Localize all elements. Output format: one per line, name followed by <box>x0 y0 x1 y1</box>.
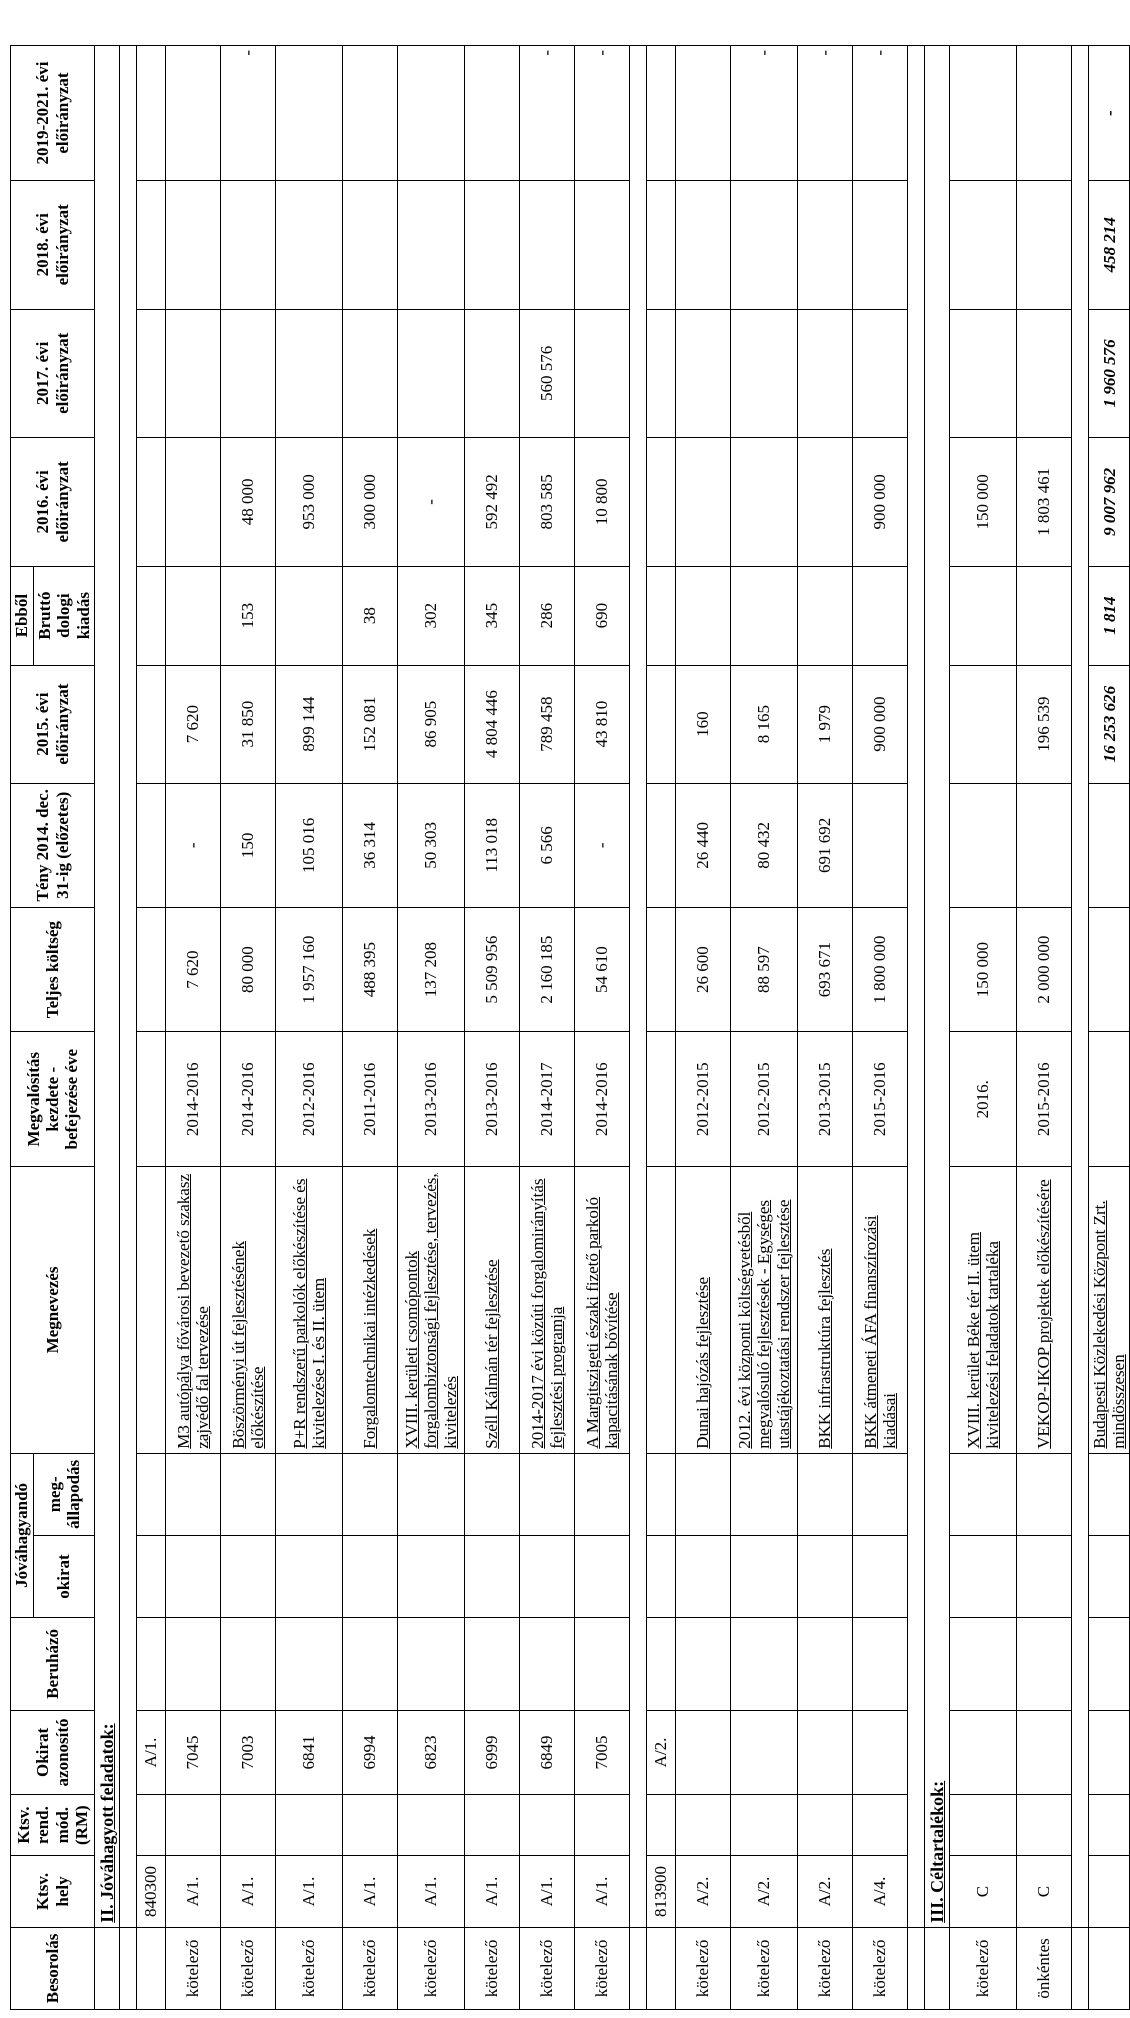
teny-2014-cell: 80 432 <box>731 783 798 907</box>
teljes-koltseg-cell: 1 800 000 <box>853 907 908 1031</box>
megallapodas-cell <box>221 1453 276 1535</box>
ei-2018-cell <box>221 181 276 310</box>
okirat-cell: 6999 <box>465 1710 520 1794</box>
ei-2017-cell <box>950 309 1017 438</box>
megnevezes-cell: 2014-2017 évi közúti forgalomirányítás fejlesztési programja <box>520 1167 575 1454</box>
beruhazo-cell <box>221 1618 276 1711</box>
teljes-koltseg-cell: 488 395 <box>343 907 398 1031</box>
teny-2014-cell: 6 566 <box>520 783 575 907</box>
megvalositas-cell: 2012-2015 <box>676 1032 731 1167</box>
ei-2015-cell: 899 144 <box>276 665 343 783</box>
ei-2018-cell <box>853 181 908 310</box>
megnevezes-cell: M3 autópálya fővárosi bevezető szakasz zajvédő fal tervezése <box>166 1167 221 1454</box>
megnevezes-cell: A Margitszigeti északi fizető parkoló kapacitásának bővítése <box>575 1167 630 1454</box>
table-row <box>676 46 731 2010</box>
group-hely: A/1. <box>137 1710 166 1794</box>
beruhazo-cell <box>676 1618 731 1711</box>
teljes-koltseg-cell: 26 600 <box>676 907 731 1031</box>
ei-2019-2021-cell: - <box>798 46 853 181</box>
beruhazo-cell <box>166 1618 221 1711</box>
okirat-cell: 7003 <box>221 1710 276 1794</box>
group-row <box>137 46 166 2010</box>
megvalositas-cell: 2013-2016 <box>398 1032 465 1167</box>
jovahagyando-okirat-cell <box>798 1535 853 1617</box>
megnevezes-cell: BKK infrastruktúra fejlesztés <box>798 1167 853 1454</box>
ei-2019-2021-cell <box>343 46 398 181</box>
header-2017: 2017. évi előirányzat <box>11 309 95 438</box>
besorolas-cell: kötelező <box>798 1927 853 2009</box>
beruhazo-cell <box>798 1618 853 1711</box>
beruhazo-cell <box>1017 1618 1072 1711</box>
brutto-dologi-cell: 690 <box>575 566 630 665</box>
megnevezes-cell: XVIII. kerület Béke tér II. ütem kivitelezési feladatok tartaléka <box>950 1167 1017 1454</box>
ei-2018-cell <box>731 181 798 310</box>
megnevezes-cell: P+R rendszerű parkolók előkészítése és kivitelezése I. és II. ütem <box>276 1167 343 1454</box>
table-row <box>221 46 276 2010</box>
ei-2015-cell: 196 539 <box>1017 665 1072 783</box>
jovahagyando-okirat-cell <box>1017 1535 1072 1617</box>
megallapodas-cell <box>520 1453 575 1535</box>
megnevezes-cell: XVIII. kerületi csomópontok forgalombiztonsági fejlesztése, tervezés, kivitelezés <box>398 1167 465 1454</box>
table-row <box>950 46 1017 2010</box>
teljes-koltseg-cell: 693 671 <box>798 907 853 1031</box>
teny-2014-cell: 50 303 <box>398 783 465 907</box>
header-ktsv-hely: Ktsv. hely <box>11 1856 95 1928</box>
ei-2016-cell <box>731 438 798 567</box>
ei-2017-cell <box>276 309 343 438</box>
brutto-dologi-cell <box>731 566 798 665</box>
jovahagyando-okirat-cell <box>276 1535 343 1617</box>
ei-2016-cell: 300 000 <box>343 438 398 567</box>
header-teljes-koltseg: Teljes költség <box>11 907 95 1031</box>
ktsv-hely-cell: A/1. <box>398 1856 465 1928</box>
ei-2017-cell <box>343 309 398 438</box>
besorolas-cell: önkéntes <box>1017 1927 1072 2009</box>
teljes-koltseg-cell: 80 000 <box>221 907 276 1031</box>
megnevezes-cell: VEKOP-IKOP projektek előkészítésére <box>1017 1167 1072 1454</box>
megvalositas-cell: 2013-2015 <box>798 1032 853 1167</box>
table-row <box>731 46 798 2010</box>
ei-2018-cell <box>520 181 575 310</box>
ei-2019-2021-cell <box>398 46 465 181</box>
teljes-koltseg-cell: 150 000 <box>950 907 1017 1031</box>
okirat-cell <box>731 1710 798 1794</box>
ei-2019-2021-cell <box>465 46 520 181</box>
megvalositas-cell: 2012-2016 <box>276 1032 343 1167</box>
ei-2018-cell <box>398 181 465 310</box>
ktsv-hely-cell: A/1. <box>166 1856 221 1928</box>
okirat-cell: 7045 <box>166 1710 221 1794</box>
table-body-group3 <box>908 46 950 2010</box>
ei-2017-cell: 560 576 <box>520 309 575 438</box>
okirat-cell: 7005 <box>575 1710 630 1794</box>
megallapodas-cell <box>465 1453 520 1535</box>
megvalositas-cell: 2014-2016 <box>166 1032 221 1167</box>
jovahagyando-okirat-cell <box>398 1535 465 1617</box>
megnevezes-cell: Böszörményi út fejlesztésének előkészítése <box>221 1167 276 1454</box>
megvalositas-cell: 2015-2016 <box>1017 1032 1072 1167</box>
ei-2015-cell: 152 081 <box>343 665 398 783</box>
ei-2018-cell <box>276 181 343 310</box>
total-row <box>1089 46 1130 2010</box>
brutto-dologi-cell: 38 <box>343 566 398 665</box>
table-row <box>166 46 221 2010</box>
jovahagyando-okirat-cell <box>520 1535 575 1617</box>
ktsv-hely-cell: A/1. <box>520 1856 575 1928</box>
ei-2015-cell: 160 <box>676 665 731 783</box>
beruhazo-cell <box>575 1618 630 1711</box>
header-2019-2021: 2019-2021. évi előirányzat <box>11 46 95 181</box>
ei-2015-cell: 8 165 <box>731 665 798 783</box>
table-body-total <box>1072 46 1130 2010</box>
ei-2015-cell: 31 850 <box>221 665 276 783</box>
table-row <box>853 46 908 2010</box>
ktsv-hely-cell: C <box>1017 1856 1072 1928</box>
ei-2018-cell <box>798 181 853 310</box>
ktsv-rend-cell <box>676 1795 731 1856</box>
total-2015: 16 253 626 <box>1089 665 1130 783</box>
beruhazo-cell <box>853 1618 908 1711</box>
header-okirat-azonosito: Okirat azonosító <box>11 1710 95 1794</box>
brutto-dologi-cell <box>676 566 731 665</box>
ei-2019-2021-cell: - <box>221 46 276 181</box>
megnevezes-cell: Forgalomtechnikai intézkedések <box>343 1167 398 1454</box>
section-title-reserves: III. Céltartalékok: <box>925 46 950 1928</box>
teny-2014-cell: 105 016 <box>276 783 343 907</box>
ei-2016-cell: 48 000 <box>221 438 276 567</box>
table-row <box>798 46 853 2010</box>
jovahagyando-okirat-cell <box>221 1535 276 1617</box>
ei-2018-cell <box>343 181 398 310</box>
ei-2015-cell: 86 905 <box>398 665 465 783</box>
besorolas-cell: kötelező <box>166 1927 221 2009</box>
ktsv-rend-cell <box>575 1795 630 1856</box>
ktsv-hely-cell: A/1. <box>221 1856 276 1928</box>
ei-2015-cell: 43 810 <box>575 665 630 783</box>
beruhazo-cell <box>276 1618 343 1711</box>
ei-2015-cell: 1 979 <box>798 665 853 783</box>
ei-2015-cell: 789 458 <box>520 665 575 783</box>
ei-2016-cell <box>676 438 731 567</box>
group-code: 840300 <box>137 1856 166 1928</box>
brutto-dologi-cell <box>166 566 221 665</box>
besorolas-cell: kötelező <box>465 1927 520 2009</box>
ktsv-rend-cell <box>853 1795 908 1856</box>
jovahagyando-okirat-cell <box>731 1535 798 1617</box>
megvalositas-cell: 2011-2016 <box>343 1032 398 1167</box>
megallapodas-cell <box>950 1453 1017 1535</box>
besorolas-cell: kötelező <box>676 1927 731 2009</box>
ktsv-rend-cell <box>465 1795 520 1856</box>
okirat-cell: 6841 <box>276 1710 343 1794</box>
ei-2015-cell <box>950 665 1017 783</box>
teny-2014-cell: 36 314 <box>343 783 398 907</box>
section-title-approved: II. Jóváhagyott feladatok: <box>95 46 120 1928</box>
ktsv-hely-cell: A/1. <box>575 1856 630 1928</box>
brutto-dologi-cell <box>1017 566 1072 665</box>
megvalositas-cell: 2015-2016 <box>853 1032 908 1167</box>
ei-2019-2021-cell: - <box>731 46 798 181</box>
ei-2018-cell <box>166 181 221 310</box>
table-row <box>575 46 630 2010</box>
ei-2017-cell <box>853 309 908 438</box>
megallapodas-cell <box>731 1453 798 1535</box>
ei-2019-2021-cell <box>950 46 1017 181</box>
ei-2016-cell: 803 585 <box>520 438 575 567</box>
megallapodas-cell <box>166 1453 221 1535</box>
ei-2017-cell <box>575 309 630 438</box>
ei-2018-cell <box>1017 181 1072 310</box>
okirat-cell: 6823 <box>398 1710 465 1794</box>
ktsv-rend-cell <box>398 1795 465 1856</box>
ei-2016-cell: 150 000 <box>950 438 1017 567</box>
teny-2014-cell <box>950 783 1017 907</box>
megnevezes-cell: BKK átmeneti ÁFA finanszírozási kiadásai <box>853 1167 908 1454</box>
megallapodas-cell <box>1017 1453 1072 1535</box>
ei-2019-2021-cell <box>276 46 343 181</box>
brutto-dologi-cell <box>853 566 908 665</box>
ktsv-rend-cell <box>343 1795 398 1856</box>
teljes-koltseg-cell: 137 208 <box>398 907 465 1031</box>
jovahagyando-okirat-cell <box>853 1535 908 1617</box>
ktsv-rend-cell <box>798 1795 853 1856</box>
okirat-cell <box>676 1710 731 1794</box>
besorolas-cell: kötelező <box>398 1927 465 2009</box>
ktsv-hely-cell: A/4. <box>853 1856 908 1928</box>
megvalositas-cell: 2016. <box>950 1032 1017 1167</box>
ei-2018-cell <box>465 181 520 310</box>
okirat-cell <box>1017 1710 1072 1794</box>
header-okirat: okirat <box>34 1535 95 1617</box>
ei-2018-cell <box>676 181 731 310</box>
ei-2016-cell: - <box>398 438 465 567</box>
teljes-koltseg-cell: 54 610 <box>575 907 630 1031</box>
brutto-dologi-cell: 345 <box>465 566 520 665</box>
table-body-a <box>166 46 630 2010</box>
beruhazo-cell <box>950 1618 1017 1711</box>
header-2015: 2015. évi előirányzat <box>11 665 95 783</box>
table-row <box>398 46 465 2010</box>
okirat-cell <box>853 1710 908 1794</box>
teny-2014-cell <box>853 783 908 907</box>
total-2016: 9 007 962 <box>1089 438 1130 567</box>
beruhazo-cell <box>343 1618 398 1711</box>
header-megvalositas: Megvalósítás kezdete - befejezése éve <box>11 1032 95 1167</box>
megallapodas-cell <box>853 1453 908 1535</box>
megallapodas-cell <box>343 1453 398 1535</box>
megvalositas-cell: 2014-2017 <box>520 1032 575 1167</box>
total-label: Budapesti Közlekedési Központ Zrt. mindösszesen <box>1089 1167 1130 1454</box>
jovahagyando-okirat-cell <box>343 1535 398 1617</box>
okirat-cell: 6849 <box>520 1710 575 1794</box>
ktsv-rend-cell <box>950 1795 1017 1856</box>
besorolas-cell: kötelező <box>853 1927 908 2009</box>
ei-2017-cell <box>1017 309 1072 438</box>
megvalositas-cell: 2014-2016 <box>575 1032 630 1167</box>
ei-2016-cell <box>798 438 853 567</box>
brutto-dologi-cell <box>950 566 1017 665</box>
teny-2014-cell <box>1017 783 1072 907</box>
okirat-cell <box>798 1710 853 1794</box>
beruhazo-cell <box>398 1618 465 1711</box>
ei-2016-cell: 900 000 <box>853 438 908 567</box>
brutto-dologi-cell <box>798 566 853 665</box>
ktsv-rend-cell <box>1017 1795 1072 1856</box>
budget-table <box>10 45 1130 2010</box>
ei-2017-cell <box>398 309 465 438</box>
brutto-dologi-cell: 153 <box>221 566 276 665</box>
ei-2019-2021-cell <box>1017 46 1072 181</box>
besorolas-cell: kötelező <box>731 1927 798 2009</box>
ei-2019-2021-cell: - <box>520 46 575 181</box>
header-teny-2014: Tény 2014. dec. 31-ig (előzetes) <box>11 783 95 907</box>
ei-2017-cell <box>465 309 520 438</box>
ei-2016-cell: 10 800 <box>575 438 630 567</box>
ei-2019-2021-cell: - <box>575 46 630 181</box>
teny-2014-cell: 26 440 <box>676 783 731 907</box>
ei-2017-cell <box>798 309 853 438</box>
ei-2015-cell: 900 000 <box>853 665 908 783</box>
ktsv-hely-cell: A/1. <box>276 1856 343 1928</box>
megallapodas-cell <box>798 1453 853 1535</box>
ei-2019-2021-cell <box>676 46 731 181</box>
brutto-dologi-cell: 286 <box>520 566 575 665</box>
group-row <box>647 46 676 2010</box>
teny-2014-cell: 113 018 <box>465 783 520 907</box>
megvalositas-cell: 2012-2015 <box>731 1032 798 1167</box>
teny-2014-cell: 150 <box>221 783 276 907</box>
ktsv-hely-cell: A/1. <box>343 1856 398 1928</box>
besorolas-cell: kötelező <box>343 1927 398 2009</box>
megallapodas-cell <box>676 1453 731 1535</box>
megnevezes-cell: 2012. évi központi költségvetésből megvalósuló fejlesztések - Egységes utastájékoztatási rendszer fejlesztése <box>731 1167 798 1454</box>
ktsv-rend-cell <box>731 1795 798 1856</box>
megallapodas-cell <box>575 1453 630 1535</box>
beruhazo-cell <box>731 1618 798 1711</box>
beruhazo-cell <box>465 1618 520 1711</box>
teljes-koltseg-cell: 1 957 160 <box>276 907 343 1031</box>
besorolas-cell: kötelező <box>276 1927 343 2009</box>
jovahagyando-okirat-cell <box>575 1535 630 1617</box>
header-megallapodas: meg-állapodás <box>34 1453 95 1535</box>
ei-2017-cell <box>166 309 221 438</box>
header-ebbol: Ebből <box>11 566 34 665</box>
jovahagyando-okirat-cell <box>166 1535 221 1617</box>
ktsv-rend-cell <box>221 1795 276 1856</box>
megnevezes-cell: Széll Kálmán tér fejlesztése <box>465 1167 520 1454</box>
total-2018: 458 214 <box>1089 181 1130 310</box>
total-dologi: 1 814 <box>1089 566 1130 665</box>
header-beruhazo: Beruházó <box>11 1618 95 1711</box>
ktsv-hely-cell: C <box>950 1856 1017 1928</box>
header-2018: 2018. évi előirányzat <box>11 181 95 310</box>
table-body-b <box>676 46 908 2010</box>
header-jovahagyando: Jóváhagyandó <box>11 1453 34 1617</box>
ktsv-hely-cell: A/2. <box>676 1856 731 1928</box>
megvalositas-cell: 2013-2016 <box>465 1032 520 1167</box>
header-besorolas: Besorolás <box>11 1927 95 2009</box>
table-body-c <box>950 46 1072 2010</box>
ei-2019-2021-cell <box>166 46 221 181</box>
header-brutto-dologi: Bruttó dologi kiadás <box>34 566 95 665</box>
group-hely: A/2. <box>647 1710 676 1794</box>
megnevezes-cell: Dunai hajózás fejlesztése <box>676 1167 731 1454</box>
ktsv-rend-cell <box>166 1795 221 1856</box>
table-row <box>1017 46 1072 2010</box>
ktsv-hely-cell: A/2. <box>798 1856 853 1928</box>
besorolas-cell: kötelező <box>221 1927 276 2009</box>
ei-2016-cell: 592 492 <box>465 438 520 567</box>
ktsv-hely-cell: A/2. <box>731 1856 798 1928</box>
ei-2017-cell <box>676 309 731 438</box>
table-row <box>520 46 575 2010</box>
ei-2019-2021-cell: - <box>853 46 908 181</box>
brutto-dologi-cell <box>276 566 343 665</box>
header-megnevezes: Megnevezés <box>11 1167 95 1454</box>
table-row <box>465 46 520 2010</box>
teny-2014-cell: 691 692 <box>798 783 853 907</box>
teny-2014-cell: - <box>575 783 630 907</box>
ei-2017-cell <box>221 309 276 438</box>
ei-2015-cell: 4 804 446 <box>465 665 520 783</box>
ei-2018-cell <box>950 181 1017 310</box>
ktsv-rend-cell <box>276 1795 343 1856</box>
header-2016: 2016. évi előirányzat <box>11 438 95 567</box>
teny-2014-cell: - <box>166 783 221 907</box>
table-body <box>95 46 166 2010</box>
teljes-koltseg-cell: 7 620 <box>166 907 221 1031</box>
besorolas-cell: kötelező <box>950 1927 1017 2009</box>
total-2019-2021: - <box>1089 46 1130 181</box>
total-2017: 1 960 576 <box>1089 309 1130 438</box>
ei-2016-cell <box>166 438 221 567</box>
ktsv-rend-cell <box>520 1795 575 1856</box>
jovahagyando-okirat-cell <box>465 1535 520 1617</box>
header-ktsv-rend: Ktsv. rend. mód. (RM) <box>11 1795 95 1856</box>
ei-2016-cell: 1 803 461 <box>1017 438 1072 567</box>
brutto-dologi-cell: 302 <box>398 566 465 665</box>
table-body-group2 <box>630 46 676 2010</box>
teljes-koltseg-cell: 88 597 <box>731 907 798 1031</box>
besorolas-cell: kötelező <box>575 1927 630 2009</box>
ei-2016-cell: 953 000 <box>276 438 343 567</box>
group-code: 813900 <box>647 1856 676 1928</box>
ei-2015-cell: 7 620 <box>166 665 221 783</box>
table-row <box>276 46 343 2010</box>
beruhazo-cell <box>520 1618 575 1711</box>
jovahagyando-okirat-cell <box>950 1535 1017 1617</box>
teljes-koltseg-cell: 5 509 956 <box>465 907 520 1031</box>
teljes-koltseg-cell: 2 160 185 <box>520 907 575 1031</box>
teljes-koltseg-cell: 2 000 000 <box>1017 907 1072 1031</box>
megallapodas-cell <box>276 1453 343 1535</box>
ei-2018-cell <box>575 181 630 310</box>
okirat-cell: 6994 <box>343 1710 398 1794</box>
okirat-cell <box>950 1710 1017 1794</box>
table-row <box>343 46 398 2010</box>
megallapodas-cell <box>398 1453 465 1535</box>
ktsv-hely-cell: A/1. <box>465 1856 520 1928</box>
jovahagyando-okirat-cell <box>676 1535 731 1617</box>
besorolas-cell: kötelező <box>520 1927 575 2009</box>
megvalositas-cell: 2014-2016 <box>221 1032 276 1167</box>
ei-2017-cell <box>731 309 798 438</box>
